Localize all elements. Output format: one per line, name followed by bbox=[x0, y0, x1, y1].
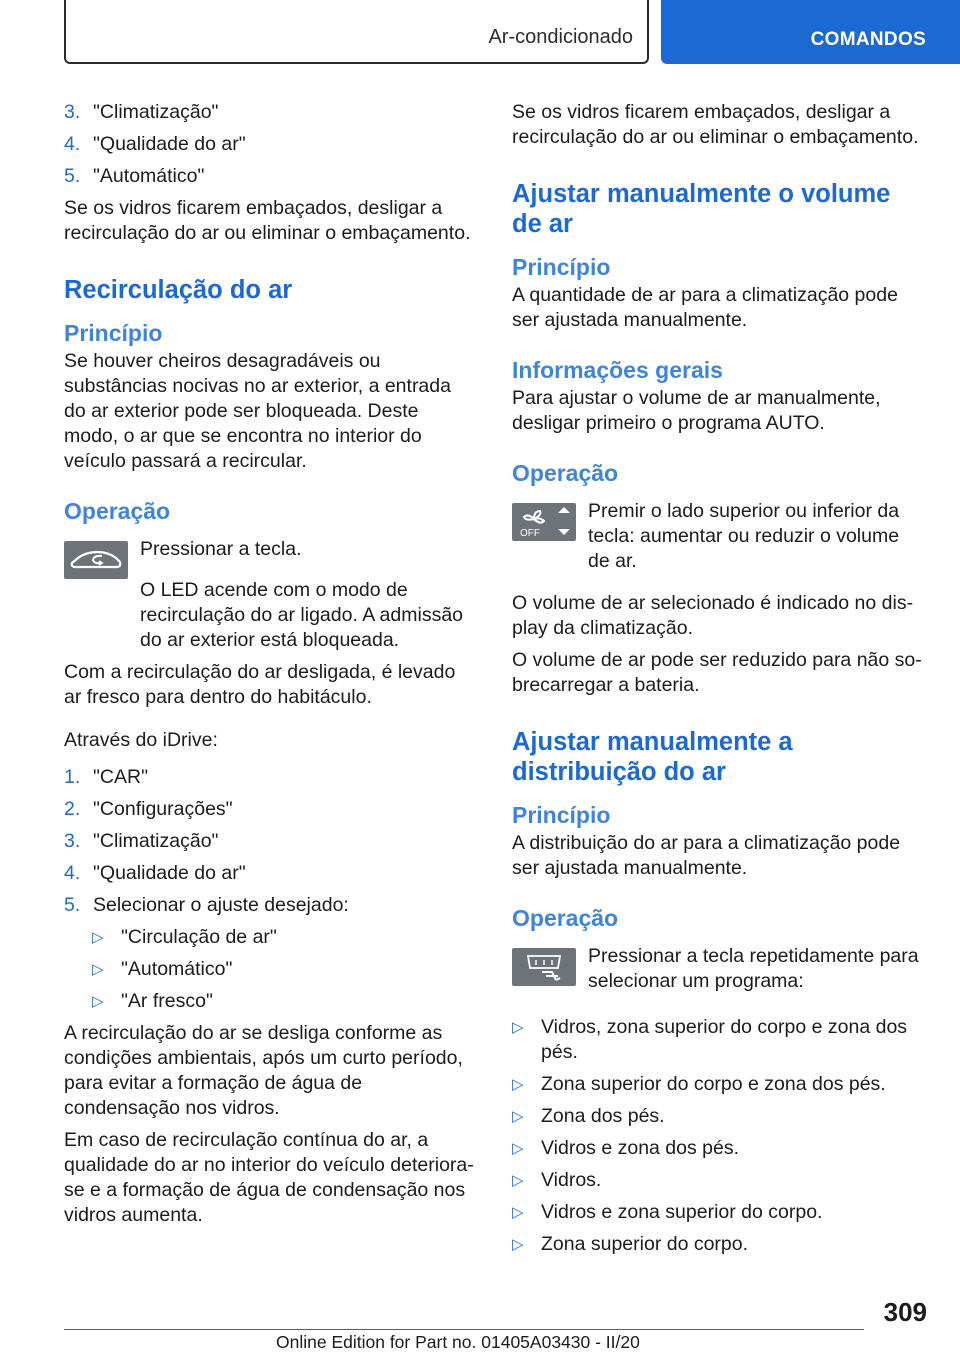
bullet-item bbox=[512, 1232, 926, 1257]
bullet-item bbox=[92, 989, 476, 1014]
paragraph: Premir o lado superior ou inferior da tecla: aumentar ou reduzir o volume de ar. bbox=[588, 500, 900, 572]
bullet-item bbox=[512, 1200, 926, 1225]
subheading-operation: Operação bbox=[512, 460, 619, 486]
right-column bbox=[512, 100, 926, 1264]
list-text: Selecionar o ajuste desejado: bbox=[93, 894, 349, 916]
triangle-bullet-icon: ▷ bbox=[512, 1076, 524, 1093]
subheading-general-info: Informações gerais bbox=[512, 357, 723, 383]
footer-edition: Online Edition for Part no. 01405A03430 - II/20 bbox=[276, 1332, 640, 1352]
footer-divider bbox=[64, 1329, 864, 1330]
paragraph: Em caso de recirculação contínua do ar, a qualidade do ar no interior do veículo deteriora-se e a formação de água de condensação nos vidros aumenta. bbox=[64, 1129, 474, 1226]
bullet-item bbox=[512, 1104, 926, 1129]
paragraph: A distribuição do ar para a climatização pode ser ajustada manualmente. bbox=[512, 832, 901, 879]
paragraph: Para ajustar o volume de ar manualmente, desligar primeiro o programa AUTO. bbox=[512, 387, 881, 434]
list-number: 3. bbox=[64, 830, 81, 852]
bullet-item bbox=[512, 1136, 926, 1161]
section-heading-air-distribution: Ajustar manualmente a distribuição do ar bbox=[512, 728, 793, 786]
header-chapter-tab bbox=[661, 0, 960, 64]
header-section-tab bbox=[64, 0, 649, 64]
left-column bbox=[64, 100, 476, 1235]
list-item bbox=[64, 829, 476, 854]
triangle-bullet-icon: ▷ bbox=[512, 1019, 524, 1036]
list-text: "Climatização" bbox=[93, 101, 219, 123]
list-text: "CAR" bbox=[93, 766, 149, 788]
bullet-text: Zona superior do corpo. bbox=[541, 1233, 749, 1255]
recirculation-button-icon bbox=[64, 541, 128, 579]
list-item bbox=[64, 861, 476, 886]
bullet-item bbox=[512, 1015, 926, 1065]
header-chapter-title: COMANDOS bbox=[810, 29, 926, 50]
bullet-text: "Ar fresco" bbox=[121, 990, 213, 1012]
triangle-bullet-icon: ▷ bbox=[512, 1172, 524, 1189]
paragraph: Pressionar a tecla. bbox=[140, 538, 302, 560]
subheading-principle: Princípio bbox=[64, 320, 163, 346]
paragraph: O volume de ar pode ser reduzido para não sobrecarregar a bateria. bbox=[512, 649, 922, 696]
section-heading-recirculation: Recirculação do ar bbox=[64, 276, 293, 304]
section-heading-air-volume: Ajustar manualmente o volume de ar bbox=[512, 180, 891, 238]
list-item bbox=[64, 164, 476, 189]
paragraph: A recirculação do ar se desliga conforme as condições ambientais, após um curto período, para evitar a formação de água de condensação nos vidros. bbox=[64, 1022, 463, 1119]
subheading-operation: Operação bbox=[512, 905, 619, 931]
paragraph: O volume de ar selecionado é indicado no display da climatização. bbox=[512, 592, 914, 639]
list-number: 2. bbox=[64, 798, 81, 820]
list-text: "Configurações" bbox=[93, 798, 233, 820]
header-section-title: Ar-condicionado bbox=[488, 26, 633, 48]
triangle-bullet-icon: ▷ bbox=[92, 993, 104, 1010]
triangle-bullet-icon: ▷ bbox=[512, 1204, 524, 1221]
paragraph: A quantidade de ar para a climatização pode ser ajustada manualmente. bbox=[512, 284, 898, 331]
bullet-text: Vidros e zona superior do corpo. bbox=[541, 1201, 823, 1223]
list-number: 5. bbox=[64, 894, 81, 916]
paragraph: Pressionar a tecla repetidamente para selecionar um programa: bbox=[588, 945, 919, 992]
bullet-text: Zona superior do corpo e zona dos pés. bbox=[541, 1073, 886, 1095]
bullet-text: Zona dos pés. bbox=[541, 1105, 665, 1127]
triangle-bullet-icon: ▷ bbox=[512, 1140, 524, 1157]
list-text: "Qualidade do ar" bbox=[93, 133, 246, 155]
bullet-text: Vidros, zona superior do corpo e zona dos pés. bbox=[541, 1016, 908, 1063]
list-item bbox=[64, 132, 476, 157]
paragraph: O LED acende com o modo de recirculação do ar ligado. A admissão do ar exterior está bloqueada. bbox=[140, 579, 464, 651]
fan-speed-button-icon bbox=[512, 503, 576, 541]
off-label: OFF bbox=[520, 528, 540, 539]
list-item bbox=[64, 765, 476, 790]
list-number: 3. bbox=[64, 101, 81, 123]
bullet-item bbox=[92, 957, 476, 982]
paragraph: Com a recirculação do ar desligada, é levado ar fresco para dentro do habitáculo. bbox=[64, 661, 456, 708]
subheading-principle: Princípio bbox=[512, 802, 611, 828]
bullet-item bbox=[512, 1072, 926, 1097]
list-text: "Qualidade do ar" bbox=[93, 862, 246, 884]
list-number: 1. bbox=[64, 766, 81, 788]
triangle-bullet-icon: ▷ bbox=[512, 1108, 524, 1125]
list-item bbox=[64, 797, 476, 822]
list-number: 4. bbox=[64, 133, 81, 155]
bullet-text: "Automático" bbox=[121, 958, 233, 980]
paragraph: Se os vidros ficarem embaçados, desligar a recirculação do ar ou eliminar o embaçamento. bbox=[64, 197, 471, 244]
list-item bbox=[64, 893, 476, 918]
bullet-text: Vidros e zona dos pés. bbox=[541, 1137, 740, 1159]
bullet-text: Vidros. bbox=[541, 1169, 602, 1191]
paragraph: Se os vidros ficarem embaçados, desligar a recirculação do ar ou eliminar o embaçamento. bbox=[512, 101, 919, 148]
list-number: 5. bbox=[64, 165, 81, 187]
triangle-bullet-icon: ▷ bbox=[92, 961, 104, 978]
page-number: 309 bbox=[883, 1297, 927, 1327]
bullet-text: "Circulação de ar" bbox=[121, 926, 277, 948]
subheading-operation: Operação bbox=[64, 498, 171, 524]
triangle-bullet-icon: ▷ bbox=[512, 1236, 524, 1253]
bullet-item bbox=[92, 925, 476, 950]
list-text: "Climatização" bbox=[93, 830, 219, 852]
list-number: 4. bbox=[64, 862, 81, 884]
paragraph: Se houver cheiros desagradáveis ou substâncias nocivas no ar exterior, a entrada do ar exterior pode ser bloqueada. Deste modo, o ar que se encontra no interior do veículo passará a recircular. bbox=[64, 350, 451, 472]
triangle-bullet-icon: ▷ bbox=[92, 929, 104, 946]
list-text: "Automático" bbox=[93, 165, 205, 187]
subheading-principle: Princípio bbox=[512, 254, 611, 280]
air-distribution-button-icon bbox=[512, 948, 576, 986]
paragraph: Através do iDrive: bbox=[64, 729, 218, 751]
list-item bbox=[64, 100, 476, 125]
bullet-item bbox=[512, 1168, 926, 1193]
